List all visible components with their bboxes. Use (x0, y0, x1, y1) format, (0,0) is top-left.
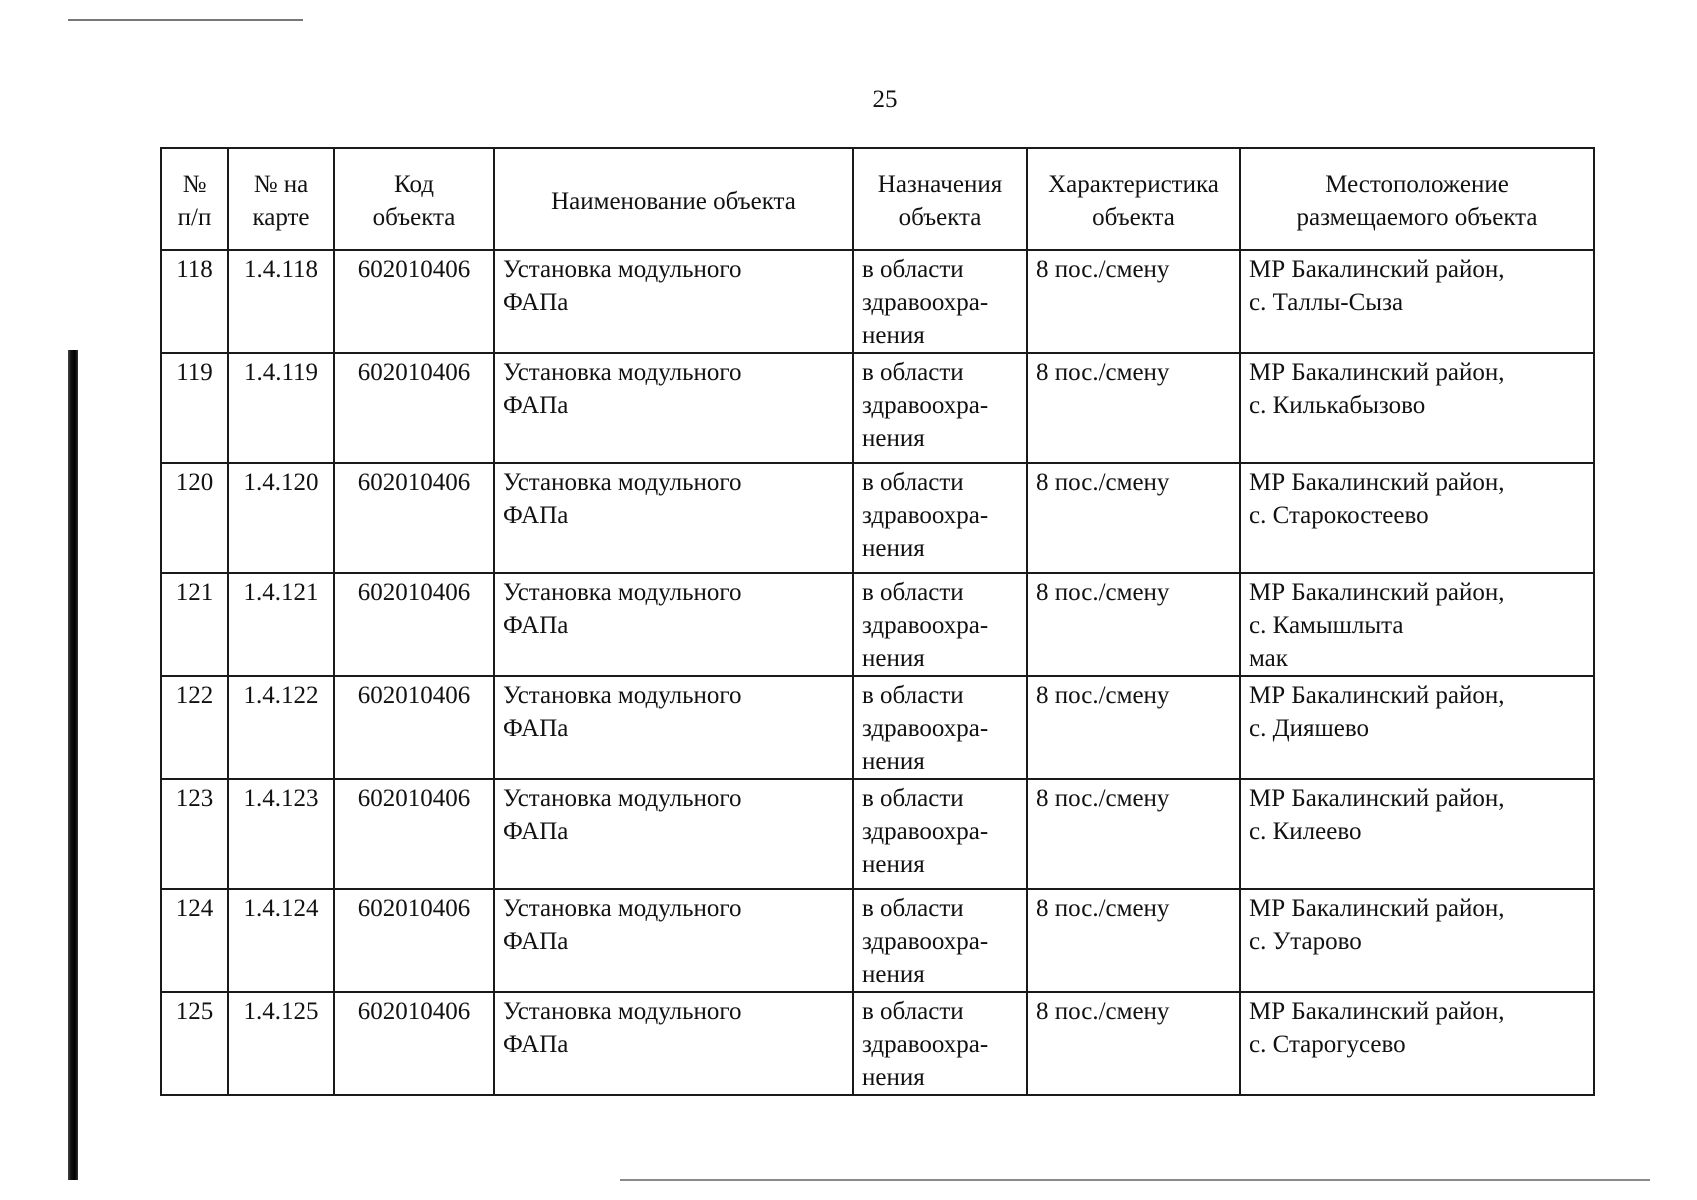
header-object-name: Наименование объекта (494, 148, 853, 250)
cell-object-name: Установка модульного ФАПа (494, 353, 853, 463)
cell-object-purpose: в области здравоохра- нения (853, 889, 1027, 992)
header-object-location: Местоположение размещаемого объекта (1240, 148, 1594, 250)
cell-map-number: 1.4.122 (228, 676, 334, 779)
cell-object-purpose: в области здравоохра- нения (853, 353, 1027, 463)
cell-object-location: МР Бакалинский район, с. Килеево (1240, 779, 1594, 889)
cell-number: 122 (161, 676, 228, 779)
cell-object-location: МР Бакалинский район, с. Дияшево (1240, 676, 1594, 779)
cell-object-characteristic: 8 пос./смену (1027, 676, 1240, 779)
cell-object-purpose: в области здравоохра- нения (853, 676, 1027, 779)
cell-object-code: 602010406 (334, 353, 494, 463)
cell-object-characteristic: 8 пос./смену (1027, 889, 1240, 992)
cell-object-name: Установка модульного ФАПа (494, 250, 853, 353)
cell-number: 118 (161, 250, 228, 353)
cell-object-code: 602010406 (334, 992, 494, 1095)
cell-map-number: 1.4.119 (228, 353, 334, 463)
table-header-row (161, 148, 1594, 250)
cell-object-purpose: в области здравоохра- нения (853, 992, 1027, 1095)
cell-object-purpose: в области здравоохра- нения (853, 779, 1027, 889)
cell-object-purpose: в области здравоохра- нения (853, 573, 1027, 676)
cell-object-purpose: в области здравоохра- нения (853, 463, 1027, 573)
table-row (161, 250, 1594, 353)
cell-number: 125 (161, 992, 228, 1095)
scan-artifact-top-line (68, 19, 303, 21)
cell-object-name: Установка модульного ФАПа (494, 779, 853, 889)
cell-map-number: 1.4.125 (228, 992, 334, 1095)
cell-object-location: МР Бакалинский район, с. Килькабызово (1240, 353, 1594, 463)
cell-object-characteristic: 8 пос./смену (1027, 992, 1240, 1095)
cell-object-code: 602010406 (334, 889, 494, 992)
table-row (161, 463, 1594, 573)
cell-object-characteristic: 8 пос./смену (1027, 463, 1240, 573)
cell-object-location: МР Бакалинский район, с. Таллы-Сыза (1240, 250, 1594, 353)
cell-map-number: 1.4.118 (228, 250, 334, 353)
table-row (161, 889, 1594, 992)
objects-table (160, 147, 1595, 1096)
cell-object-code: 602010406 (334, 779, 494, 889)
cell-map-number: 1.4.121 (228, 573, 334, 676)
cell-number: 123 (161, 779, 228, 889)
cell-object-code: 602010406 (334, 250, 494, 353)
cell-object-name: Установка модульного ФАПа (494, 573, 853, 676)
table-row (161, 992, 1594, 1095)
header-object-purpose: Назначения объекта (853, 148, 1027, 250)
cell-object-location: МР Бакалинский район, с. Старокостеево (1240, 463, 1594, 573)
cell-object-name: Установка модульного ФАПа (494, 992, 853, 1095)
cell-object-code: 602010406 (334, 463, 494, 573)
table-row (161, 676, 1594, 779)
cell-map-number: 1.4.123 (228, 779, 334, 889)
cell-object-location: МР Бакалинский район, с. Камышлыта мак (1240, 573, 1594, 676)
cell-object-characteristic: 8 пос./смену (1027, 779, 1240, 889)
table-row (161, 779, 1594, 889)
cell-number: 119 (161, 353, 228, 463)
cell-number: 124 (161, 889, 228, 992)
header-object-characteristic: Характеристика объекта (1027, 148, 1240, 250)
cell-object-code: 602010406 (334, 573, 494, 676)
cell-object-name: Установка модульного ФАПа (494, 676, 853, 779)
header-map-number: № на карте (228, 148, 334, 250)
table-row (161, 353, 1594, 463)
scan-artifact-bottom-line (620, 1179, 1650, 1181)
cell-object-characteristic: 8 пос./смену (1027, 250, 1240, 353)
cell-object-name: Установка модульного ФАПа (494, 463, 853, 573)
cell-object-characteristic: 8 пос./смену (1027, 573, 1240, 676)
header-object-code: Код объекта (334, 148, 494, 250)
cell-object-location: МР Бакалинский район, с. Старогусево (1240, 992, 1594, 1095)
page-number: 25 (872, 86, 898, 113)
cell-object-code: 602010406 (334, 676, 494, 779)
cell-map-number: 1.4.120 (228, 463, 334, 573)
cell-object-name: Установка модульного ФАПа (494, 889, 853, 992)
cell-number: 120 (161, 463, 228, 573)
table-row (161, 573, 1594, 676)
scan-artifact-left-bar (68, 350, 78, 1180)
cell-map-number: 1.4.124 (228, 889, 334, 992)
cell-object-purpose: в области здравоохра- нения (853, 250, 1027, 353)
cell-object-characteristic: 8 пос./смену (1027, 353, 1240, 463)
cell-number: 121 (161, 573, 228, 676)
header-number: № п/п (161, 148, 228, 250)
cell-object-location: МР Бакалинский район, с. Утарово (1240, 889, 1594, 992)
